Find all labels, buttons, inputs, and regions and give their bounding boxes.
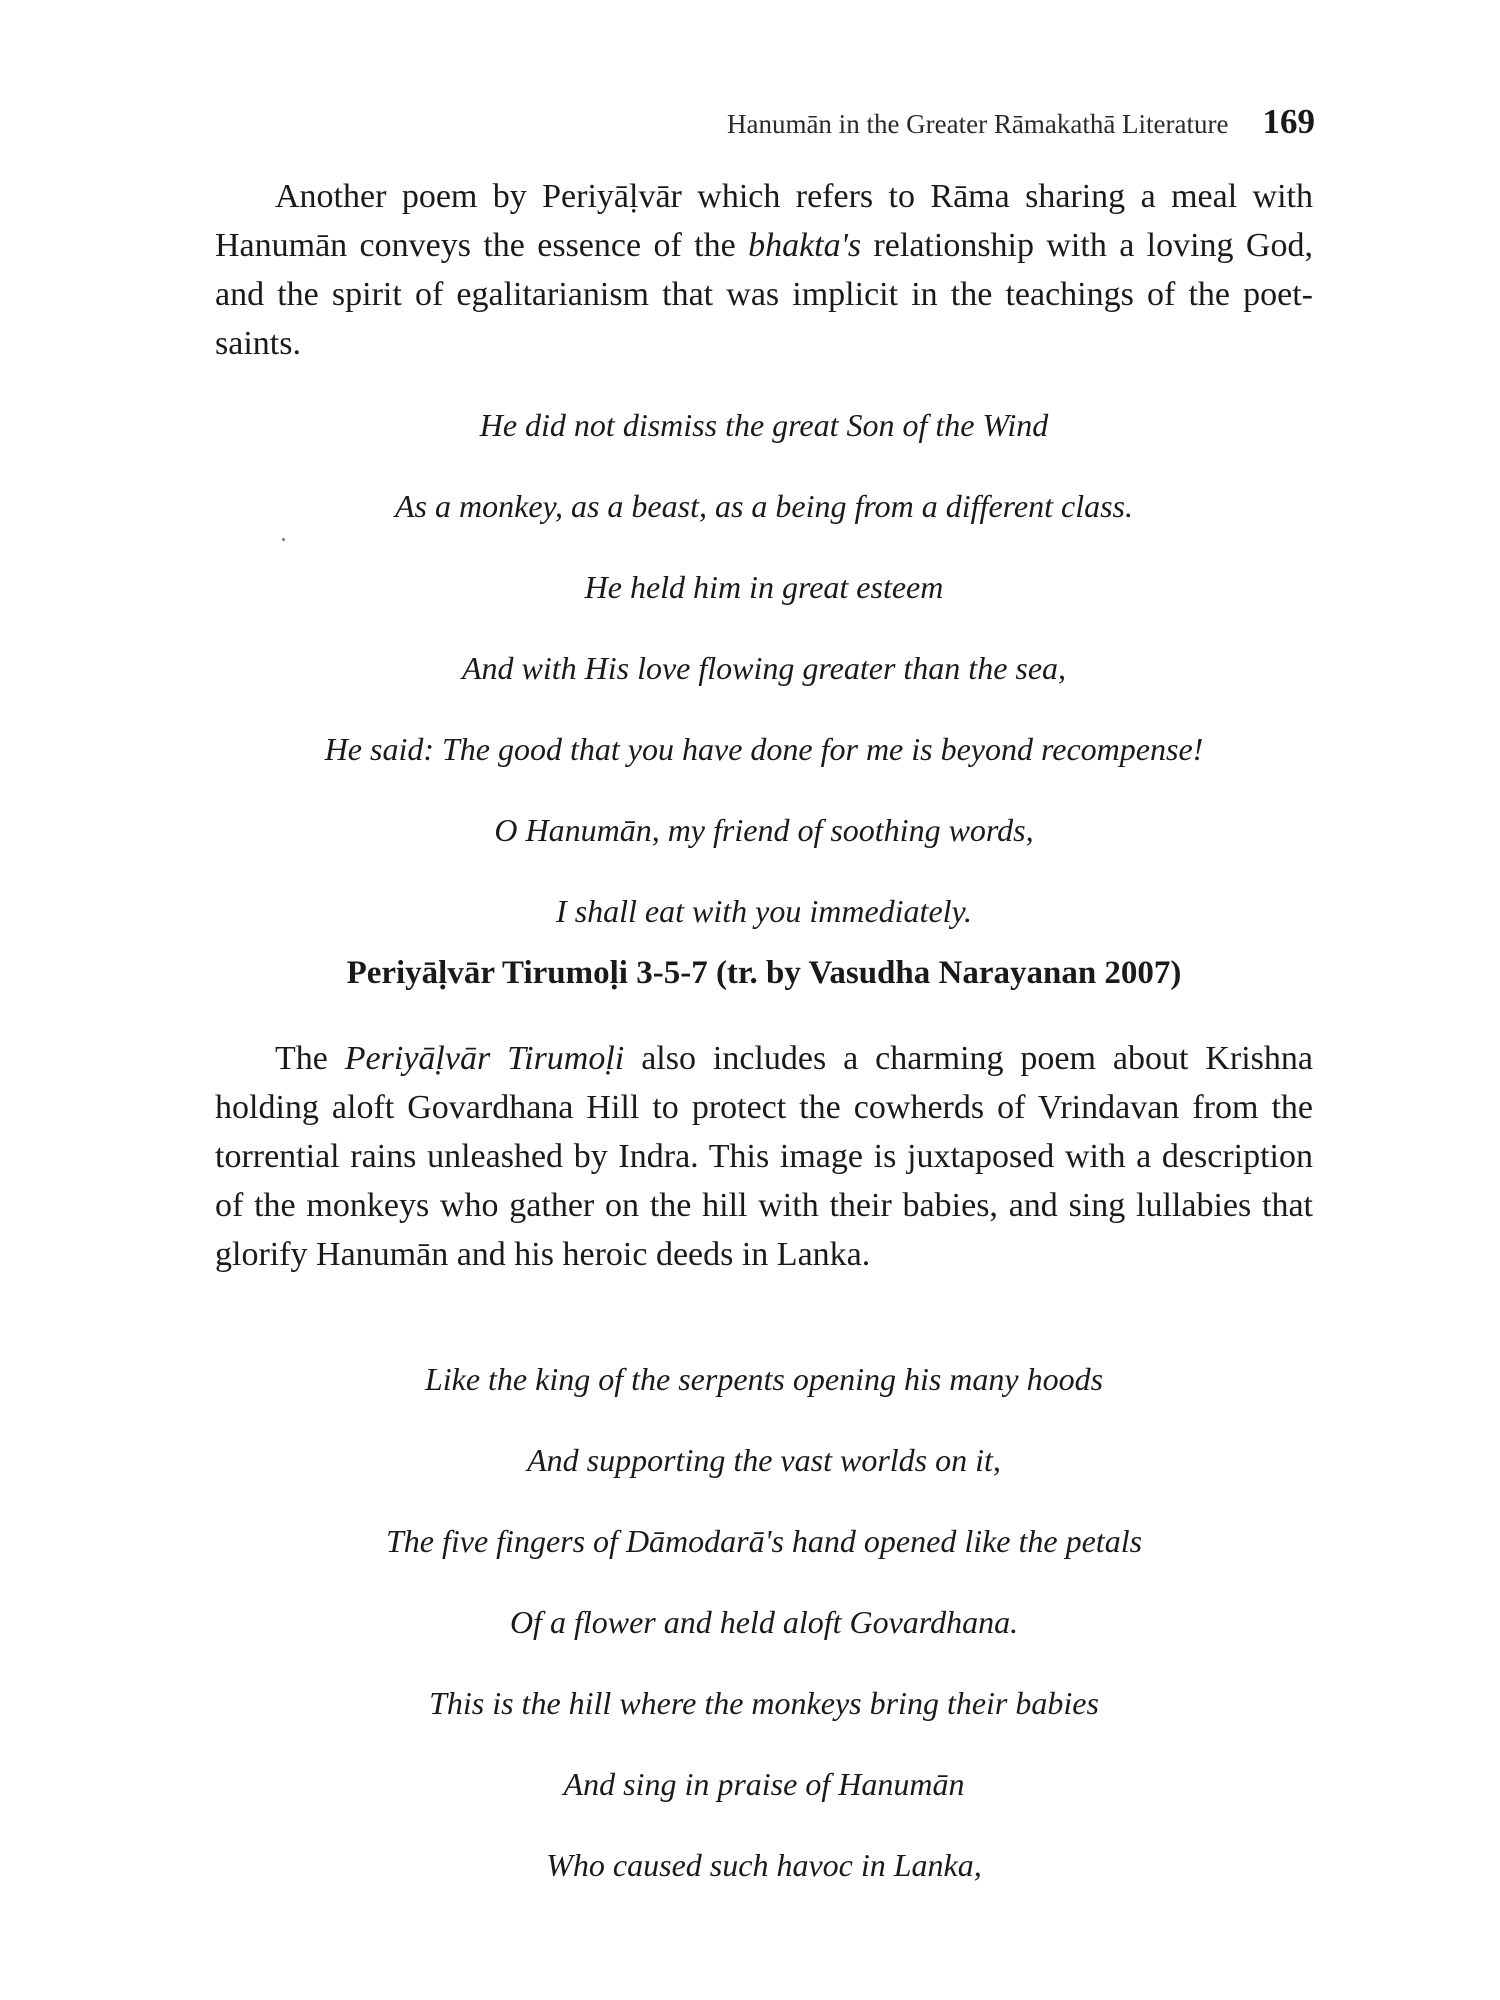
verse-line: He held him in great esteem bbox=[584, 569, 944, 605]
paragraph-2-text-after: also includes a charming poem about Krishna holding aloft Govardhana Hill to protect the cowherds of Vrindavan from the torrential rains unleashed by Indra. This image is juxtaposed with a description of the monkeys who gather on the hill with their babies, and sing lullabies that glorify Hanumān and his heroic deeds in Lanka. bbox=[215, 1040, 1313, 1273]
verse-line: Like the king of the serpents opening his many hoods bbox=[424, 1361, 1104, 1397]
verse-line: The five fingers of Dāmodarā's hand opened like the petals bbox=[385, 1523, 1143, 1559]
paragraph-2 bbox=[215, 1034, 1313, 1279]
verse-1 bbox=[215, 385, 1313, 952]
verse-line: And supporting the vast worlds on it, bbox=[527, 1442, 1001, 1478]
paragraph-1-block bbox=[215, 172, 1313, 368]
verse-line: Who caused such havoc in Lanka, bbox=[546, 1847, 982, 1883]
verse-line: And with His love flowing greater than the sea, bbox=[461, 650, 1067, 686]
paragraph-2-italic-title: Periyāḷvār Tirumoḷi bbox=[344, 1040, 625, 1077]
paragraph-2-block bbox=[215, 1034, 1313, 1279]
verse-1-block bbox=[215, 385, 1313, 952]
running-header bbox=[727, 102, 1315, 142]
verse-line: O Hanumān, my friend of soothing words, bbox=[494, 812, 1034, 848]
verse-line: He did not dismiss the great Son of the Wind bbox=[479, 407, 1049, 443]
verse-line: He said: The good that you have done for me is beyond recompense! bbox=[324, 731, 1204, 767]
verse-line: As a monkey, as a beast, as a being from a different class. bbox=[395, 488, 1133, 524]
paragraph-1-italic-term: bhakta's bbox=[748, 227, 862, 264]
verse-line: And sing in praise of Hanumān bbox=[563, 1766, 965, 1802]
paragraph-1 bbox=[215, 172, 1313, 368]
verse-2-block bbox=[215, 1339, 1313, 1906]
attribution-block bbox=[215, 955, 1313, 992]
paragraph-1-text-before: Another poem by Periyāḷvār which refers to Rāma sharing a meal with Hanumān conveys the essence of the bbox=[215, 178, 1313, 264]
page-number: 169 bbox=[1262, 102, 1315, 141]
running-title: Hanumān in the Greater Rāmakathā Literature bbox=[726, 109, 1229, 139]
verse-line: This is the hill where the monkeys bring their babies bbox=[429, 1685, 1099, 1721]
verse-line: I shall eat with you immediately. bbox=[556, 893, 972, 929]
verse-2 bbox=[215, 1339, 1313, 1906]
paragraph-1-text-after: relationship with a loving God, and the spirit of egalitarianism that was implicit in the teachings of the poet-saints. bbox=[215, 227, 1313, 362]
verse-attribution: Periyāḷvār Tirumoḷi 3-5-7 (tr. by Vasudha Narayanan 2007) bbox=[346, 955, 1182, 991]
verse-line: Of a flower and held aloft Govardhana. bbox=[509, 1604, 1019, 1640]
paragraph-2-text-before: The bbox=[275, 1040, 345, 1077]
